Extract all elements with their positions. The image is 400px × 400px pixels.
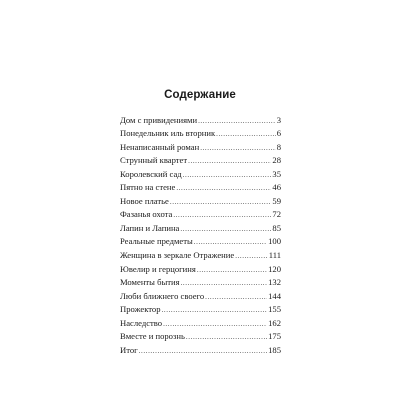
- toc-entry-page: 35: [272, 168, 281, 179]
- dot-leader: [183, 169, 272, 182]
- dot-leader: [180, 223, 271, 236]
- toc-entry: [120, 344, 281, 358]
- toc-entry-title: Дом с привидениями: [120, 114, 198, 125]
- toc-entry-title: Ювелир и герцогиня: [120, 263, 196, 274]
- toc-entry: [120, 276, 281, 290]
- toc-entry-page: 162: [268, 317, 281, 328]
- dot-leader: [188, 155, 271, 168]
- toc-entry: [120, 317, 281, 331]
- toc-entry-title: Наследство: [120, 317, 163, 328]
- toc-entry-title: Прожектор: [120, 304, 161, 315]
- toc-entry-page: 8: [276, 141, 281, 152]
- toc-entry: [120, 181, 281, 195]
- toc-entry-page: 111: [268, 249, 281, 260]
- toc-entry-title: Моменты бытия: [120, 277, 180, 288]
- dot-leader: [162, 304, 268, 317]
- toc-entry-page: 85: [272, 222, 281, 233]
- toc-entry-title: Лапин и Лапина: [120, 222, 180, 233]
- toc-entry: [120, 330, 281, 344]
- toc-entry-title: Люби ближнего своего: [120, 290, 205, 301]
- dot-leader: [235, 250, 268, 263]
- toc-entry-page: 155: [268, 304, 281, 315]
- toc-entry-title: Новое платье: [120, 195, 169, 206]
- dot-leader: [139, 345, 267, 358]
- toc-entry-title: Понедельник иль вторник: [120, 128, 216, 139]
- toc-entry: [120, 114, 281, 128]
- dot-leader: [170, 196, 272, 209]
- toc-entry-page: 175: [268, 331, 281, 342]
- toc-entry: [120, 168, 281, 182]
- page-title: Содержание: [164, 89, 236, 101]
- toc-entry-title: Ненаписанный роман: [120, 141, 200, 152]
- toc-entry: [120, 290, 281, 304]
- toc-entry-page: 6: [276, 128, 281, 139]
- dot-leader: [181, 277, 268, 290]
- dot-leader: [216, 128, 276, 141]
- dot-leader: [197, 264, 267, 277]
- toc-entry-title: Итог: [120, 344, 138, 355]
- table-of-contents: [120, 114, 281, 358]
- dot-leader: [205, 291, 267, 304]
- toc-entry-title: Пятно на стене: [120, 182, 176, 193]
- toc-entry: [120, 235, 281, 249]
- dot-leader: [194, 236, 267, 249]
- toc-entry: [120, 208, 281, 222]
- toc-entry-page: 59: [272, 195, 281, 206]
- toc-entry-page: 132: [268, 277, 281, 288]
- toc-entry-page: 72: [272, 209, 281, 220]
- toc-entry-page: 3: [276, 114, 281, 125]
- toc-entry-title: Женщина в зеркале Отражение: [120, 249, 235, 260]
- toc-entry-page: 185: [268, 344, 281, 355]
- toc-entry: [120, 127, 281, 141]
- toc-entry-title: Вместе и порознь: [120, 331, 185, 342]
- toc-entry-title: Фазанья охота: [120, 209, 173, 220]
- dot-leader: [200, 142, 276, 155]
- dot-leader: [163, 318, 267, 331]
- toc-entry-page: 100: [268, 236, 281, 247]
- toc-entry-page: 46: [272, 182, 281, 193]
- dot-leader: [176, 182, 271, 195]
- toc-entry-page: 28: [272, 155, 281, 166]
- toc-entry-title: Струнный квартет: [120, 155, 188, 166]
- dot-leader: [198, 115, 276, 128]
- toc-entry-page: 120: [268, 263, 281, 274]
- toc-entry-title: Королевский сад: [120, 168, 182, 179]
- toc-entry: [120, 154, 281, 168]
- toc-entry-page: 144: [268, 290, 281, 301]
- toc-entry: [120, 195, 281, 209]
- toc-entry: [120, 249, 281, 263]
- toc-entry: [120, 263, 281, 277]
- toc-entry-title: Реальные предметы: [120, 236, 193, 247]
- toc-entry: [120, 141, 281, 155]
- toc-entry: [120, 222, 281, 236]
- dot-leader: [186, 331, 267, 344]
- dot-leader: [173, 209, 271, 222]
- toc-entry: [120, 303, 281, 317]
